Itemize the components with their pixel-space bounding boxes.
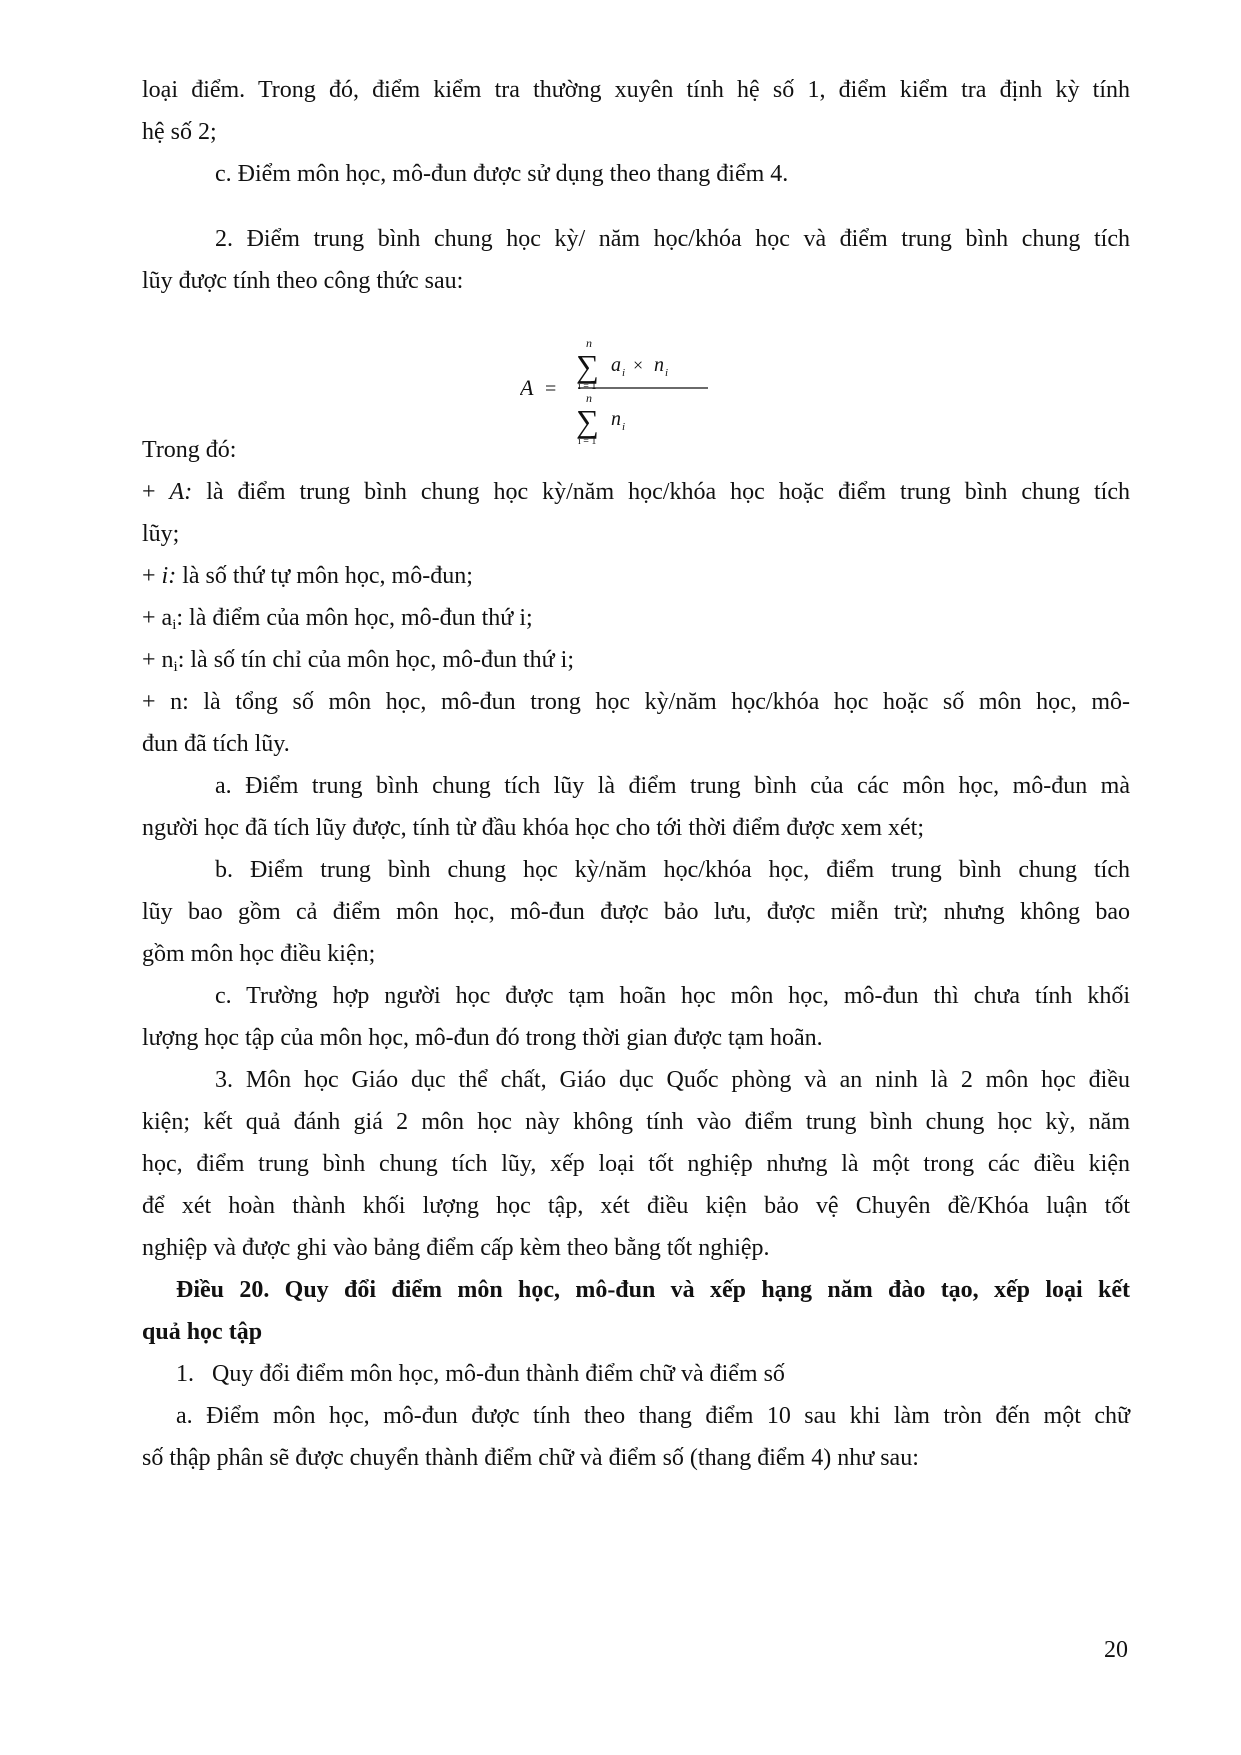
paragraph-line: lũy được tính theo công thức sau: <box>142 268 464 294</box>
page-number: 20 <box>1104 1637 1128 1663</box>
formula-equals: = <box>545 378 557 400</box>
paragraph-line: hệ số 2; <box>142 119 217 145</box>
formula-denom-sub: i <box>622 421 626 433</box>
paragraph-line: Trong đó: <box>142 437 237 463</box>
sigma-icon: ∑ <box>576 348 599 384</box>
paragraph-line: kiện; kết quả đánh giá 2 môn học này không tính vào điểm trung bình chung học kỳ, năm <box>142 1109 1130 1135</box>
gpa-formula <box>520 335 710 455</box>
formula-numer-n: n <box>654 354 664 376</box>
formula-denom-lower: i = 1 <box>578 436 597 447</box>
paragraph-line: số thập phân sẽ được chuyển thành điểm chữ và điểm số (thang điểm 4) như sau: <box>142 1445 919 1471</box>
paragraph-line: c. Điểm môn học, mô-đun được sử dụng theo thang điểm 4. <box>215 161 789 187</box>
paragraph-line: a. Điểm trung bình chung tích lũy là điểm trung bình của các môn học, mô-đun mà <box>215 773 1130 799</box>
paragraph-line: học, điểm trung bình chung tích lũy, xếp loại tốt nghiệp nhưng là một trong các điều kiện <box>142 1151 1130 1177</box>
paragraph-line: người học đã tích lũy được, tính từ đầu khóa học cho tới thời điểm được xem xét; <box>142 815 925 841</box>
paragraph-line: để xét hoàn thành khối lượng học tập, xét điều kiện bảo vệ Chuyên đề/Khóa luận tốt <box>142 1193 1130 1219</box>
formula-numer-sub-2: i <box>665 367 669 379</box>
paragraph-line: a. Điểm môn học, mô-đun được tính theo thang điểm 10 sau khi làm tròn đến một chữ <box>176 1403 1130 1429</box>
formula-times: × <box>633 355 644 375</box>
paragraph-line: lũy bao gồm cả điểm môn học, mô-đun được bảo lưu, được miễn trừ; nhưng không bao <box>142 899 1130 925</box>
formula-lower-limit: i = 1 <box>578 381 597 392</box>
numbered-item: 1. Quy đổi điểm môn học, mô-đun thành điểm chữ và điểm số <box>176 1361 785 1387</box>
paragraph-line: + A: là điểm trung bình chung học kỳ/năm học/khóa học hoặc điểm trung bình chung tích <box>142 479 1130 505</box>
paragraph-line: đun đã tích lũy. <box>142 731 290 757</box>
paragraph-line: + ni: là số tín chỉ của môn học, mô-đun thứ i; <box>142 647 575 675</box>
paragraph-line: + n: là tổng số môn học, mô-đun trong học kỳ/năm học/khóa học hoặc số môn học, mô- <box>142 689 1130 715</box>
paragraph-line: lũy; <box>142 521 180 547</box>
paragraph-line: 2. Điểm trung bình chung học kỳ/ năm học/khóa học và điểm trung bình chung tích <box>215 226 1130 252</box>
formula-denom-n: n <box>611 408 621 430</box>
article-heading: quả học tập <box>142 1319 263 1345</box>
formula-numer-a: a <box>611 354 621 376</box>
paragraph-line: b. Điểm trung bình chung học kỳ/năm học/khóa học, điểm trung bình chung tích <box>215 857 1130 883</box>
paragraph-line: loại điểm. Trong đó, điểm kiểm tra thường xuyên tính hệ số 1, điểm kiểm tra định kỳ tính <box>142 77 1130 103</box>
sigma-icon-denom: ∑ <box>576 403 599 439</box>
formula-denom-upper: n <box>586 391 592 405</box>
paragraph-line: lượng học tập của môn học, mô-đun đó trong thời gian được tạm hoãn. <box>142 1025 823 1051</box>
formula-lhs: A <box>520 375 534 400</box>
paragraph-line: + i: là số thứ tự môn học, mô-đun; <box>142 563 473 589</box>
formula-numer-sub: i <box>622 367 626 379</box>
paragraph-line: + ai: là điểm của môn học, mô-đun thứ i; <box>142 605 533 633</box>
paragraph-line: c. Trường hợp người học được tạm hoãn học môn học, mô-đun thì chưa tính khối <box>215 983 1130 1009</box>
paragraph-line: gồm môn học điều kiện; <box>142 941 376 967</box>
paragraph-line: 3. Môn học Giáo dục thể chất, Giáo dục Quốc phòng và an ninh là 2 môn học điều <box>215 1067 1130 1093</box>
article-heading: Điều 20. Quy đổi điểm môn học, mô-đun và xếp hạng năm đào tạo, xếp loại kết <box>176 1277 1130 1303</box>
formula-upper-limit: n <box>586 336 592 350</box>
paragraph-line: nghiệp và được ghi vào bảng điểm cấp kèm theo bằng tốt nghiệp. <box>142 1235 770 1261</box>
